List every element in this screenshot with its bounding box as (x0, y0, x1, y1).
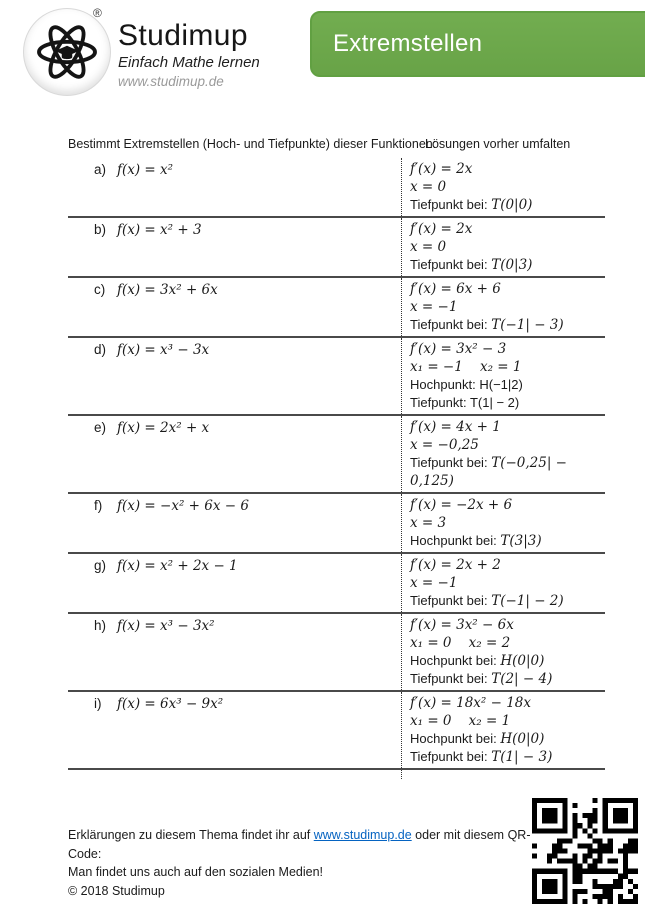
solution-line: x₁ = −1 x₂ = 1 (410, 359, 522, 375)
question-label: d) (94, 342, 107, 357)
table-row (68, 158, 605, 218)
solution-line: f′(x) = 18x² − 18x (410, 695, 531, 711)
function-cell (68, 416, 401, 492)
topic-banner (310, 11, 645, 77)
solution-line: Tiefpunkt bei: T(−0,25| − 0,125) (410, 455, 572, 489)
instruction-line (68, 137, 628, 151)
function-cell (68, 692, 401, 768)
function-formula: f(x) = x³ − 3x (117, 342, 210, 358)
function-cell (68, 158, 401, 216)
table-row (68, 614, 605, 692)
studimup-logo (24, 9, 110, 95)
function-formula: f(x) = x³ − 3x² (117, 618, 215, 634)
solution-line: f′(x) = 3x² − 6x (410, 617, 514, 633)
solution-line: x = 0 (410, 239, 447, 255)
solution-line: Tiefpunkt bei: T(2| − 4) (410, 671, 553, 687)
task-text: Bestimmt Extremstellen (Hoch- und Tiefpunkte) dieser Funktionen: (68, 137, 437, 151)
solution-cell (401, 614, 605, 690)
footer-text: oder mit diesem QR-Code: (68, 828, 531, 861)
solution-line: x = 3 (410, 515, 447, 531)
function-formula: f(x) = 3x² + 6x (117, 282, 218, 298)
qr-code (532, 798, 638, 904)
table-row (68, 416, 605, 494)
table-row (68, 218, 605, 278)
question-label: e) (94, 420, 107, 435)
page-title: Extremstellen (333, 30, 483, 57)
footer-text: Erklärungen zu diesem Thema findet ihr auf (68, 828, 314, 842)
fold-note: Lösungen vorher umfalten (425, 137, 571, 151)
solution-cell (401, 158, 605, 216)
footer-line-3: © 2018 Studimup (68, 883, 165, 898)
function-cell (68, 494, 401, 552)
solution-line: Hochpunkt bei: T(3|3) (410, 533, 542, 549)
question-label: b) (94, 222, 107, 237)
registered-trademark: ® (93, 6, 102, 20)
solution-line: f′(x) = 2x (410, 161, 473, 177)
question-label: g) (94, 558, 107, 573)
function-formula: f(x) = 6x³ − 9x² (117, 696, 224, 712)
solution-cell (401, 554, 605, 612)
solution-line: Tiefpunkt bei: T(−1| − 3) (410, 317, 564, 333)
solution-line: Tiefpunkt bei: T(1| − 3) (410, 749, 553, 765)
footer (68, 826, 538, 900)
solution-line: Hochpunkt bei: H(0|0) (410, 653, 545, 669)
brand-block (118, 19, 260, 89)
function-formula: f(x) = 2x² + x (117, 420, 210, 436)
solution-cell (401, 278, 605, 336)
function-cell (68, 614, 401, 690)
atom-icon (32, 17, 102, 87)
footer-line-1 (68, 826, 538, 863)
question-label: c) (94, 282, 106, 297)
solution-line: f′(x) = 6x + 6 (410, 281, 501, 297)
solution-line: x₁ = 0 x₂ = 2 (410, 635, 511, 651)
solution-line: Hochpunkt: H(−1|2) (410, 377, 523, 392)
question-label: h) (94, 618, 107, 633)
solution-line: x = −1 (410, 575, 458, 591)
solution-cell (401, 494, 605, 552)
solution-line: Tiefpunkt bei: T(0|3) (410, 257, 533, 273)
function-formula: f(x) = x² (117, 162, 174, 178)
table-row (68, 494, 605, 554)
solution-cell (401, 218, 605, 276)
brand-url: www.studimup.de (118, 74, 224, 89)
table-row (68, 692, 605, 770)
table-row (68, 278, 605, 338)
footer-line-2: Man findet uns auch auf den sozialen Medien! (68, 865, 324, 880)
question-label: i) (94, 696, 102, 711)
function-cell (68, 554, 401, 612)
brand-name: Studimup (118, 19, 248, 52)
solution-line: Tiefpunkt: T(1| − 2) (410, 395, 520, 410)
solution-cell (401, 416, 605, 492)
solution-line: Tiefpunkt bei: T(−1| − 2) (410, 593, 564, 609)
function-formula: f(x) = x² + 3 (117, 222, 202, 238)
brand-tagline: Einfach Mathe lernen (118, 54, 260, 71)
solution-line: x = −1 (410, 299, 458, 315)
solution-line: f′(x) = 2x + 2 (410, 557, 501, 573)
solution-line: f′(x) = 4x + 1 (410, 419, 501, 435)
solution-line: f′(x) = −2x + 6 (410, 497, 513, 513)
solution-line: f′(x) = 3x² − 3 (410, 341, 507, 357)
studimup-link[interactable]: www.studimup.de (313, 828, 412, 842)
solution-line: f′(x) = 2x (410, 221, 473, 237)
solution-cell (401, 692, 605, 768)
function-formula: f(x) = −x² + 6x − 6 (117, 498, 249, 514)
function-cell (68, 218, 401, 276)
solution-cell (401, 338, 605, 414)
solution-line: x = −0,25 (410, 437, 479, 453)
question-label: f) (94, 498, 103, 513)
question-label: a) (94, 162, 107, 177)
table-row (68, 338, 605, 416)
solution-line: Hochpunkt bei: H(0|0) (410, 731, 545, 747)
solution-line: Tiefpunkt bei: T(0|0) (410, 197, 533, 213)
table-row (68, 554, 605, 614)
worksheet-table (68, 158, 605, 770)
function-cell (68, 338, 401, 414)
function-formula: f(x) = x² + 2x − 1 (117, 558, 238, 574)
function-cell (68, 278, 401, 336)
solution-line: x₁ = 0 x₂ = 1 (410, 713, 511, 729)
solution-line: x = 0 (410, 179, 447, 195)
